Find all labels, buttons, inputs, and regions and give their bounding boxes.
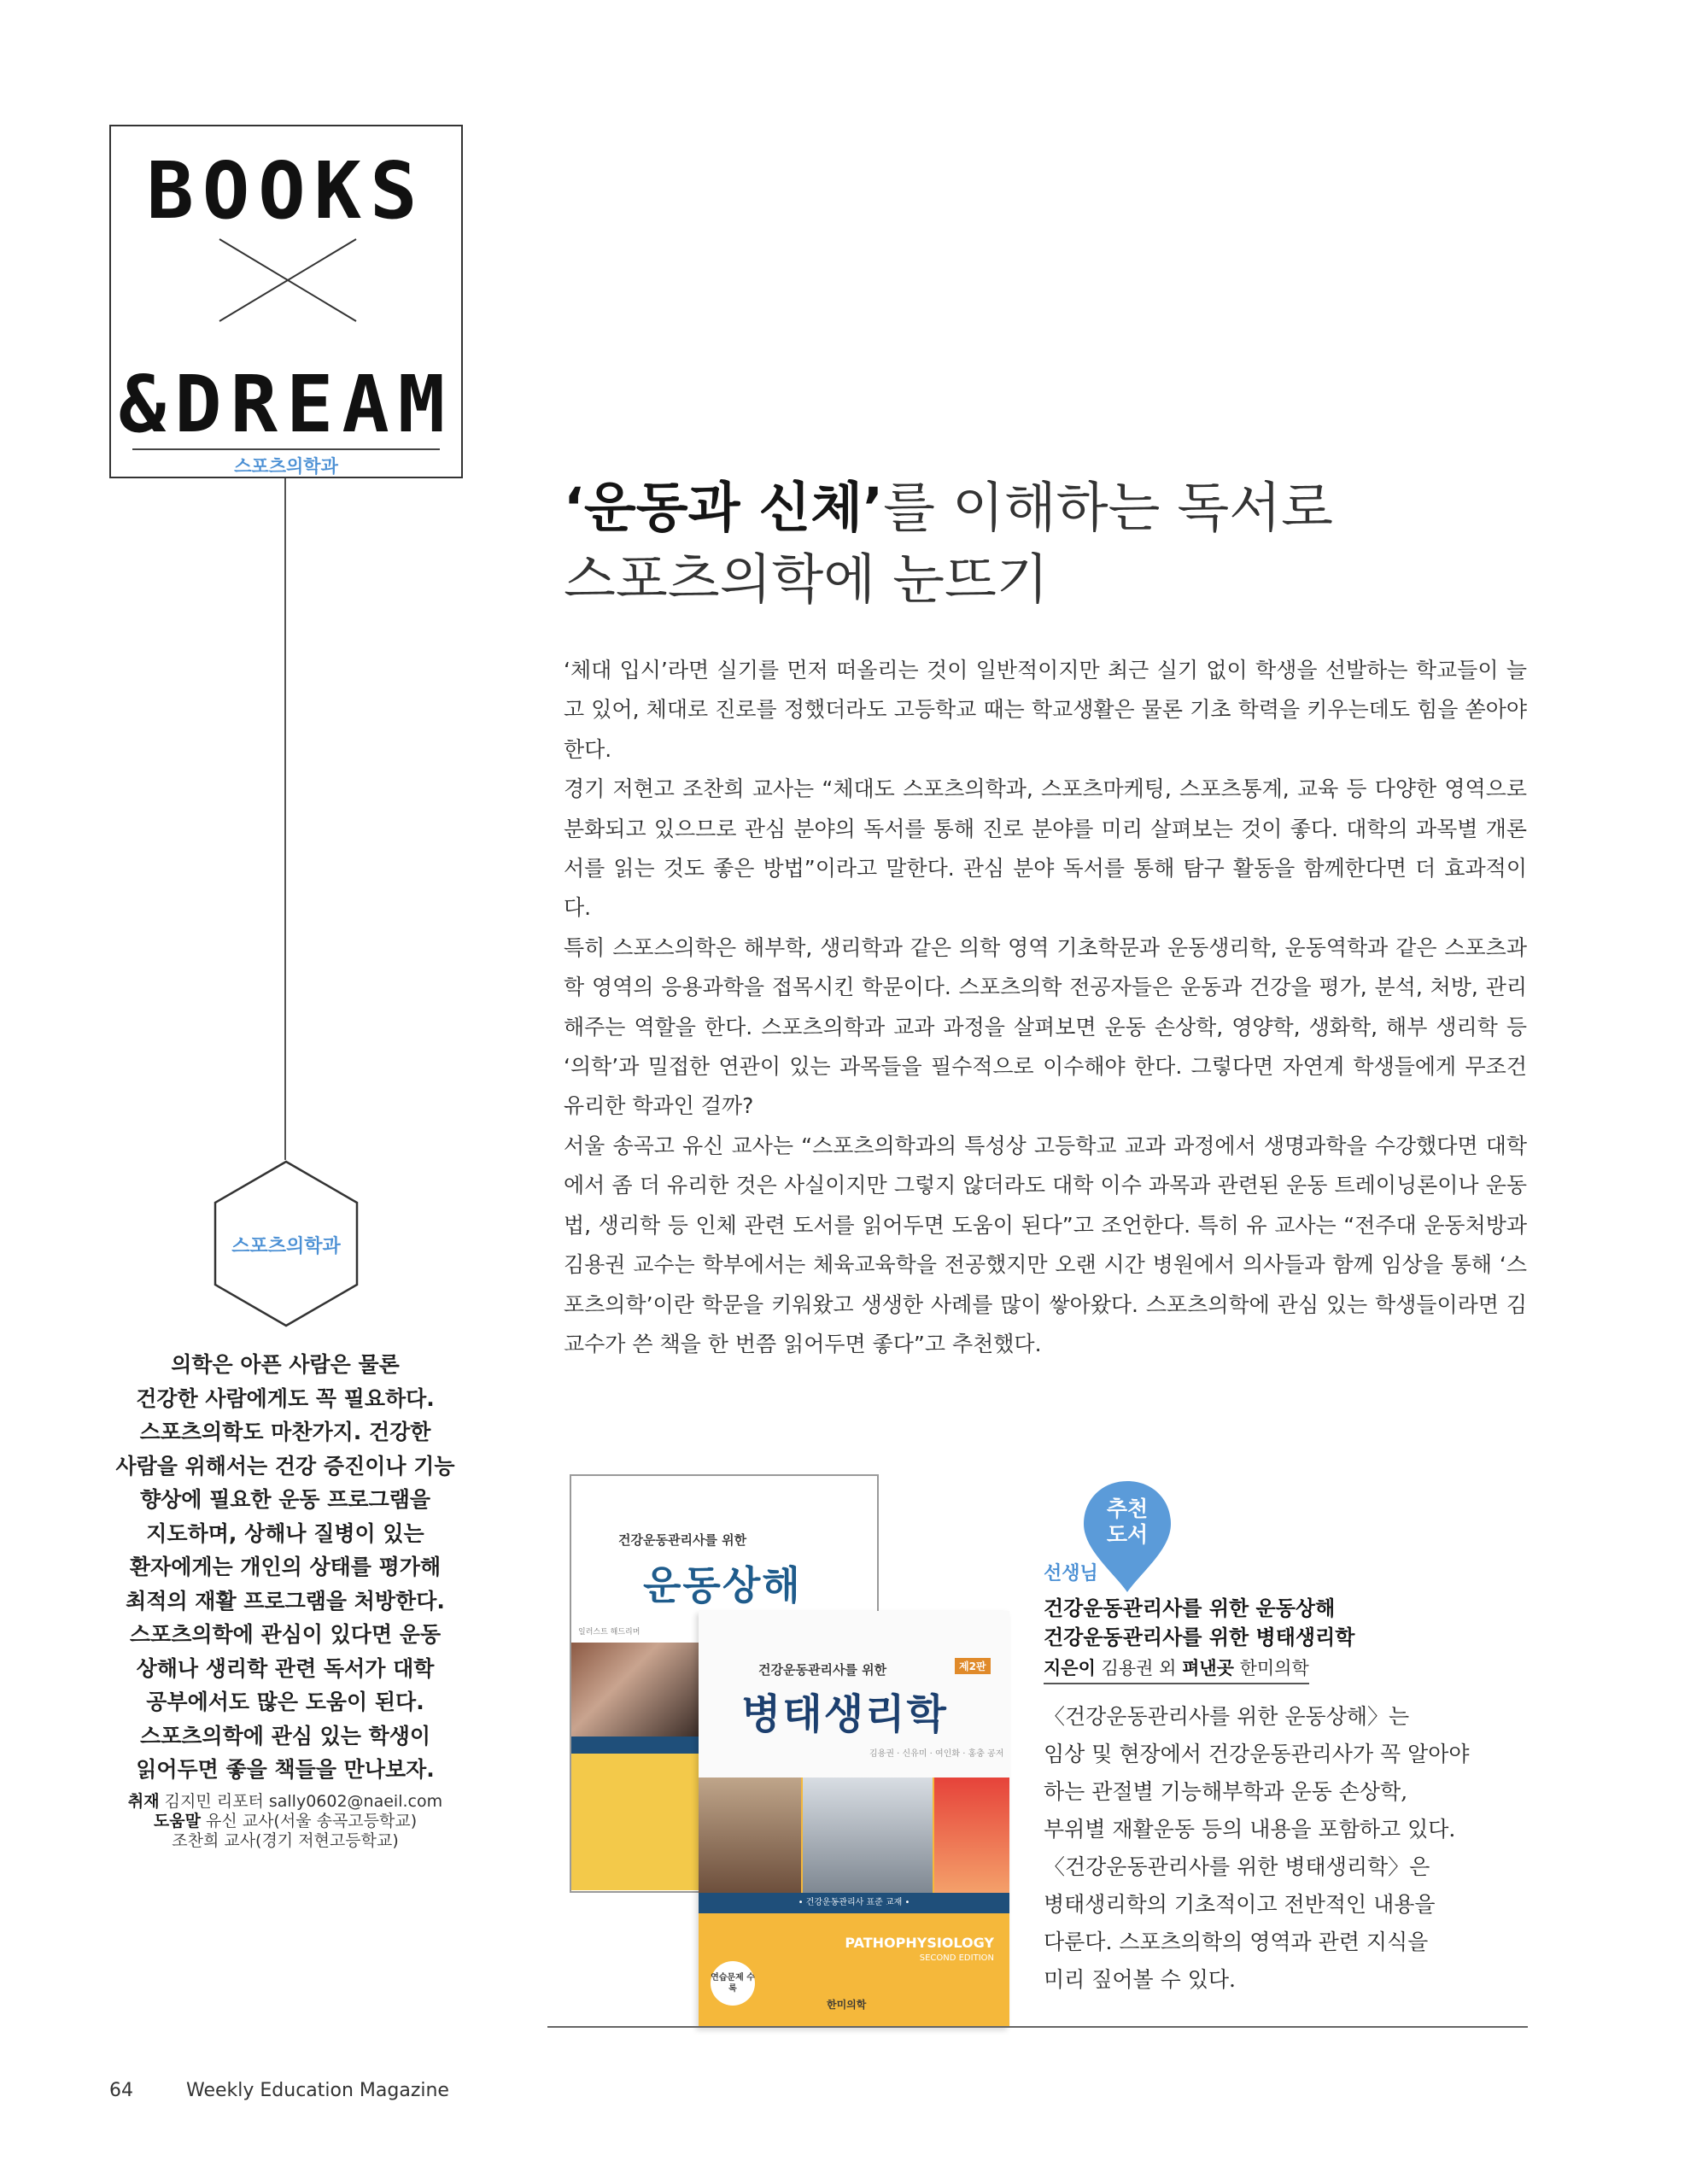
credit-advisor: [102, 1812, 468, 1831]
english-title: PATHOPHYSIOLOGY: [845, 1935, 994, 1951]
publisher-label: 펴낸곳: [1182, 1658, 1234, 1678]
pin-line: 추천: [1106, 1496, 1149, 1521]
author-label: 지은이: [1044, 1658, 1096, 1678]
books-dream-logo: [109, 125, 463, 478]
body-paragraph: 경기 저현고 조찬희 교사는 “체대도 스포츠의학과, 스포츠마케팅, 스포츠통계, 교육 등 다양한 영역으로 분화되고 있으므로 관심 분야의 독서를 통해 진로 분야를 미리 살펴보는 것이 좋다. 대학의 과목별 개론서를 읽는 것도 좋은 방법”이라고 말한다. 관심 분야 독서를 통해 탐구 활동을 함께한다면 더 효과적이다.: [564, 776, 1527, 921]
credit-text: 유신 교사(서울 송곡고등학교): [205, 1812, 418, 1830]
cover-english-title: [845, 1936, 994, 1966]
credits: [102, 1792, 468, 1851]
pin-label: [1080, 1496, 1174, 1548]
headline-line-1: [564, 472, 1546, 544]
article-headline: [564, 472, 1546, 616]
body-paragraph: 서울 송곡고 유신 교사는 “스포츠의학과의 특성상 고등학교 교과 과정에서 생명과학을 수강했다면 대학에서 좀 더 유리한 것은 사실이지만 그렇지 않더라도 대학 이수 과목과 관련된 운동 트레이닝론이나 운동법, 생리학 등 인체 관련 도서를 읽어두면 도움이 된다”고 조언한다. 특히 유 교사는 “전주대 운동처방과 김용권 교수는 학부에서는 체육교육학을 전공했지만 오랜 시간 병원에서 의사들과 함께 임상을 통해 ‘스포츠의학’이란 학문을 키워왔고 생생한 사례를 많이 쌓아왔다. 스포츠의학에 관심 있는 학생들이라면 김 교수가 쓴 책을 한 번쯤 읽어두면 좋다”고 추천했다.: [564, 1133, 1527, 1356]
cross-icon: [218, 237, 358, 323]
book-title: 병태생리학: [741, 1690, 948, 1738]
book-meta: [1044, 1655, 1309, 1684]
recommended-titles: [1044, 1594, 1354, 1652]
intro-line: 스포츠의학도 마찬가지. 건강한: [139, 1420, 431, 1444]
recommended-title: 건강운동관리사를 위한 병태생리학: [1044, 1625, 1355, 1649]
english-subtitle: SECOND EDITION: [919, 1953, 994, 1963]
desc-line: 병태생리학의 기초적이고 전반적인 내용을: [1044, 1892, 1436, 1917]
intro-line: 공부에서도 많은 도움이 된다.: [146, 1690, 424, 1714]
desc-line: 부위별 재활운동 등의 내용을 포함하고 있다.: [1044, 1817, 1456, 1842]
intro-text: [102, 1348, 468, 1787]
intro-line: 건강한 사람에게도 꼭 필요하다.: [136, 1385, 435, 1411]
cover-band: • 건강운동관리사 표준 교재 •: [699, 1893, 1009, 1913]
page-number: 64: [109, 2080, 133, 2101]
cover-photo-body: [699, 1778, 801, 1893]
desc-line: 하는 관절별 기능해부학과 운동 손상학,: [1044, 1779, 1408, 1804]
intro-line: 의학은 아픈 사람은 물론: [171, 1352, 400, 1377]
cover-stripe: [571, 1737, 708, 1754]
credit-text: 김지민 리포터 sally0602@naeil.com: [164, 1792, 443, 1811]
body-paragraph: ‘체대 입시’라면 실기를 먼저 떠올리는 것이 일반적이지만 최근 실기 없이 학생을 선발하는 학교들이 늘고 있어, 체대로 진로를 정했더라도 고등학교 때는 학교생활은 물론 기초 학력을 키우는데도 힘을 쏟아야 한다.: [564, 658, 1527, 762]
book-title: 운동상해: [643, 1562, 802, 1608]
desc-line: 〈건강운동관리사를 위한 병태생리학〉은: [1044, 1854, 1430, 1879]
book-small-text: 일러스트 해드리머: [578, 1628, 640, 1637]
intro-line: 스포츠의학에 관심 있는 학생이: [139, 1723, 431, 1748]
article-body: [564, 651, 1527, 1364]
headline-line-2: 스포츠의학에 눈뜨기: [564, 548, 1049, 611]
cover-color-block: [571, 1754, 708, 1890]
credit-reporter: [102, 1792, 468, 1812]
hexagon-label: 스포츠의학과: [231, 1236, 341, 1257]
book-cover-pathophysiology: [699, 1611, 1009, 2028]
desc-line: 다룬다. 스포츠의학의 영역과 관련 지식을: [1044, 1930, 1429, 1954]
pin-line: 도서: [1106, 1522, 1149, 1547]
recommended-title: 건강운동관리사를 위한 운동상해: [1044, 1596, 1336, 1620]
logo-subtitle: 스포츠의학과: [234, 456, 338, 477]
cover-publisher: 한미의학: [827, 1999, 867, 2011]
desc-line: 〈건강운동관리사를 위한 운동상해〉는: [1044, 1704, 1410, 1729]
cover-photo-anatomy: [934, 1778, 1009, 1893]
cover-photo-xray: [803, 1778, 933, 1893]
logo-divider: [132, 448, 440, 450]
body-paragraph: 특히 스포스의학은 해부학, 생리학과 같은 의학 영역 기초학문과 운동생리학, 운동역학과 같은 스포츠과학 영역의 응용과학을 접목시킨 학문이다. 스포츠의학 전공자들은 운동과 건강을 평가, 분석, 처방, 관리해주는 역할을 한다. 스포츠의학과 교과 과정을 살펴보면 운동 손상학, 영양학, 생화학, 해부 생리학 등 ‘의학’과 밀접한 연관이 있는 과목들을 필수적으로 이수해야 한다. 그렇다면 자연계 학생들에게 무조건 유리한 학과인 걸까?: [564, 934, 1527, 1119]
book-series: 건강운동관리사를 위한: [758, 1662, 887, 1678]
intro-line: 최적의 재활 프로그램을 처방한다.: [126, 1588, 445, 1614]
intro-line: 환자에게는 개인의 상태를 평가해: [129, 1555, 442, 1579]
bottom-divider: [547, 2026, 1528, 2028]
book-authors: 김용권 · 신유미 · 여인화 · 홍충 공저: [869, 1749, 1004, 1759]
intro-line: 지도하며, 상해나 질병이 있는: [146, 1520, 424, 1546]
intro-line: 읽어두면 좋을 책들을 만나보자.: [136, 1757, 435, 1782]
headline-rest: 를 이해하는 독서로: [883, 477, 1334, 539]
intro-line: 사람을 위해서는 건강 증진이나 기능: [115, 1453, 455, 1479]
hexagon-badge: [214, 1160, 359, 1327]
cover-photo: [571, 1643, 699, 1737]
edition-badge: 제2판: [955, 1658, 991, 1674]
publisher-value: 한미의학: [1239, 1658, 1309, 1678]
desc-line: 임상 및 현장에서 건강운동관리사가 꼭 알아야: [1044, 1742, 1470, 1766]
page-footer: [109, 2080, 449, 2101]
credit-label: 도움말: [153, 1812, 201, 1830]
book-series: 건강운동관리사를 위한: [618, 1532, 747, 1548]
magazine-name: Weekly Education Magazine: [186, 2080, 449, 2101]
recommender-label: 선생님: [1044, 1563, 1098, 1584]
headline-bold: ‘운동과 신체’: [564, 477, 884, 539]
intro-line: 스포츠의학에 관심이 있다면 운동: [129, 1622, 442, 1647]
intro-line: 향상에 필요한 운동 프로그램을: [139, 1487, 431, 1512]
logo-books-text: BOOKS: [146, 145, 426, 237]
intro-line: 상해나 생리학 관련 독서가 대학: [136, 1655, 435, 1681]
desc-line: 미리 짚어볼 수 있다.: [1044, 1967, 1236, 1992]
credit-label: 취재: [127, 1792, 160, 1811]
recommendation-description: [1044, 1698, 1539, 1999]
exercise-badge: 연습문제 수록: [711, 1961, 755, 2006]
author-value: 김용권 외: [1101, 1658, 1177, 1678]
connector-line: [284, 478, 286, 1160]
logo-dream-text: &DREAM: [118, 359, 454, 450]
credit-advisor-2: 조찬희 교사(경기 저현고등학교): [172, 1831, 399, 1850]
